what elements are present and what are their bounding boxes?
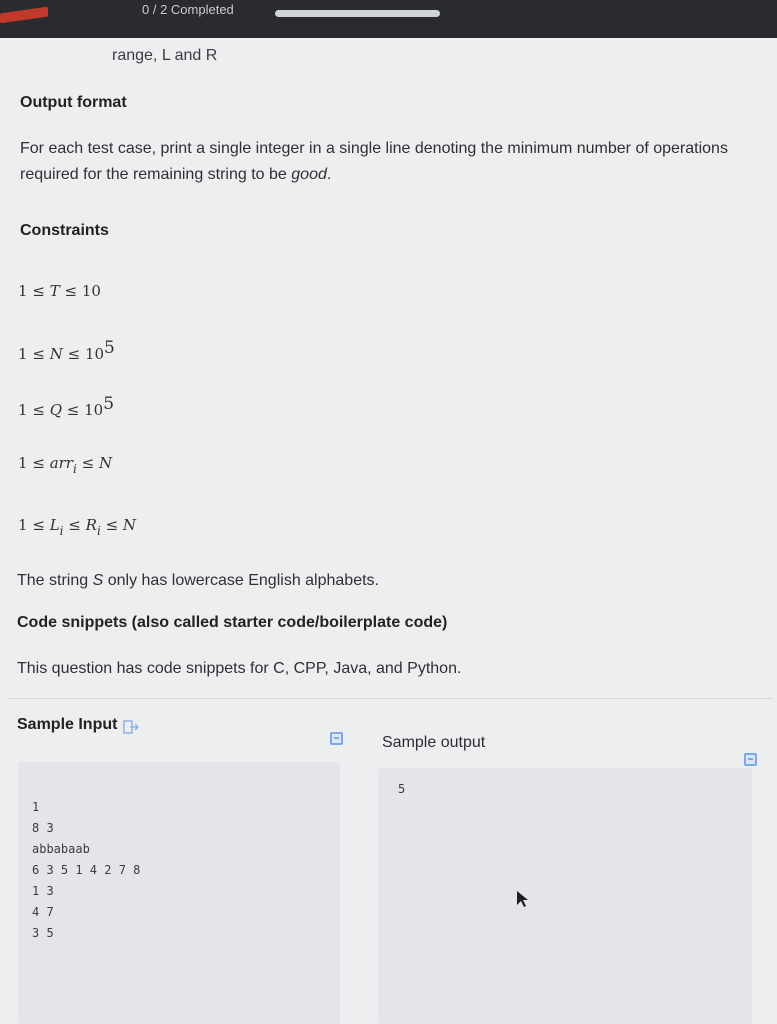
c-one: 1 — [18, 516, 28, 534]
c-ten: 10 — [81, 282, 101, 300]
c-exp: 5 — [103, 394, 115, 414]
statement-continuation: range, L and R — [112, 47, 218, 64]
code-snippets-heading: Code snippets (also called starter code/boilerplate code) — [17, 614, 448, 631]
c-rel: ≤ — [67, 345, 81, 363]
copy-output-icon[interactable] — [744, 753, 757, 766]
c-rel: ≤ — [32, 345, 45, 363]
c-rel: ≤ — [66, 401, 80, 419]
c-var-q: Q — [49, 401, 62, 419]
copy-input-icon[interactable] — [330, 732, 343, 745]
code-line: 4 7 — [32, 905, 54, 919]
c-rel: ≤ — [64, 282, 78, 300]
c-var-n: N — [122, 516, 137, 534]
c-var-l: L — [49, 516, 60, 534]
c-one: 1 — [18, 401, 28, 419]
c-var-t: T — [49, 282, 60, 300]
code-snippets-text: This question has code snippets for C, CPP, Java, and Python. — [17, 660, 462, 677]
c-rel: ≤ — [81, 454, 95, 472]
sample-input-lines — [32, 797, 140, 944]
section-divider — [8, 698, 773, 699]
string-note-var: S — [92, 572, 104, 589]
problem-content — [0, 38, 777, 1024]
sample-input-box[interactable] — [18, 762, 340, 1024]
output-format-text-after: . — [326, 166, 332, 183]
c-base: 10 — [84, 401, 104, 419]
c-rel: ≤ — [68, 516, 81, 534]
open-external-icon[interactable] — [123, 720, 139, 734]
sample-input-label: Sample Input — [17, 716, 118, 733]
string-note-after: only has lowercase English alphabets. — [107, 572, 379, 589]
progress-text: 0 / 2 Completed — [142, 2, 234, 17]
c-sub-i: i — [96, 524, 101, 538]
output-format-heading: Output format — [20, 94, 127, 111]
c-sub-i: i — [72, 462, 77, 476]
code-line: 6 3 5 1 4 2 7 8 — [32, 863, 141, 877]
top-bar — [0, 0, 777, 40]
progress-bar — [275, 10, 440, 17]
c-var-r: R — [85, 516, 97, 534]
c-one: 1 — [18, 345, 28, 363]
constraint-t — [18, 282, 101, 300]
c-rel: ≤ — [32, 516, 45, 534]
c-exp: 5 — [104, 338, 115, 358]
code-line: 1 3 — [32, 884, 54, 898]
code-line: 8 3 — [32, 821, 54, 835]
c-base: 10 — [84, 345, 105, 363]
string-note — [17, 568, 379, 594]
constraints-heading: Constraints — [20, 222, 109, 239]
c-one: 1 — [18, 454, 28, 472]
code-line: abbabaab — [32, 842, 90, 856]
output-format-text-before: For each test case, print a single integer in a single line denoting the minimum number of operations required for the remaining string to be — [20, 140, 728, 183]
c-sub-i: i — [59, 524, 64, 538]
c-rel: ≤ — [32, 282, 45, 300]
code-line: 5 — [398, 782, 406, 796]
sample-output-label: Sample output — [382, 734, 486, 751]
constraint-n — [18, 338, 115, 363]
sample-output-box[interactable] — [378, 768, 752, 1024]
constraint-q — [18, 394, 114, 419]
code-line: 3 5 — [32, 926, 54, 940]
output-format-emph: good — [291, 166, 327, 183]
string-note-before: The string — [17, 572, 89, 589]
brand-logo — [0, 7, 48, 24]
constraint-lr — [18, 516, 136, 538]
c-rel: ≤ — [32, 454, 45, 472]
c-var-arr: arr — [49, 454, 73, 472]
c-rel: ≤ — [32, 401, 45, 419]
output-format-text — [20, 136, 760, 188]
sample-output-lines — [398, 779, 405, 800]
c-var-n: N — [49, 345, 63, 363]
constraint-arr — [18, 454, 112, 476]
c-rel: ≤ — [105, 516, 119, 534]
code-line: 1 — [32, 800, 40, 814]
mouse-pointer-icon — [516, 890, 530, 908]
c-one: 1 — [18, 282, 28, 300]
c-var-n: N — [98, 454, 113, 472]
